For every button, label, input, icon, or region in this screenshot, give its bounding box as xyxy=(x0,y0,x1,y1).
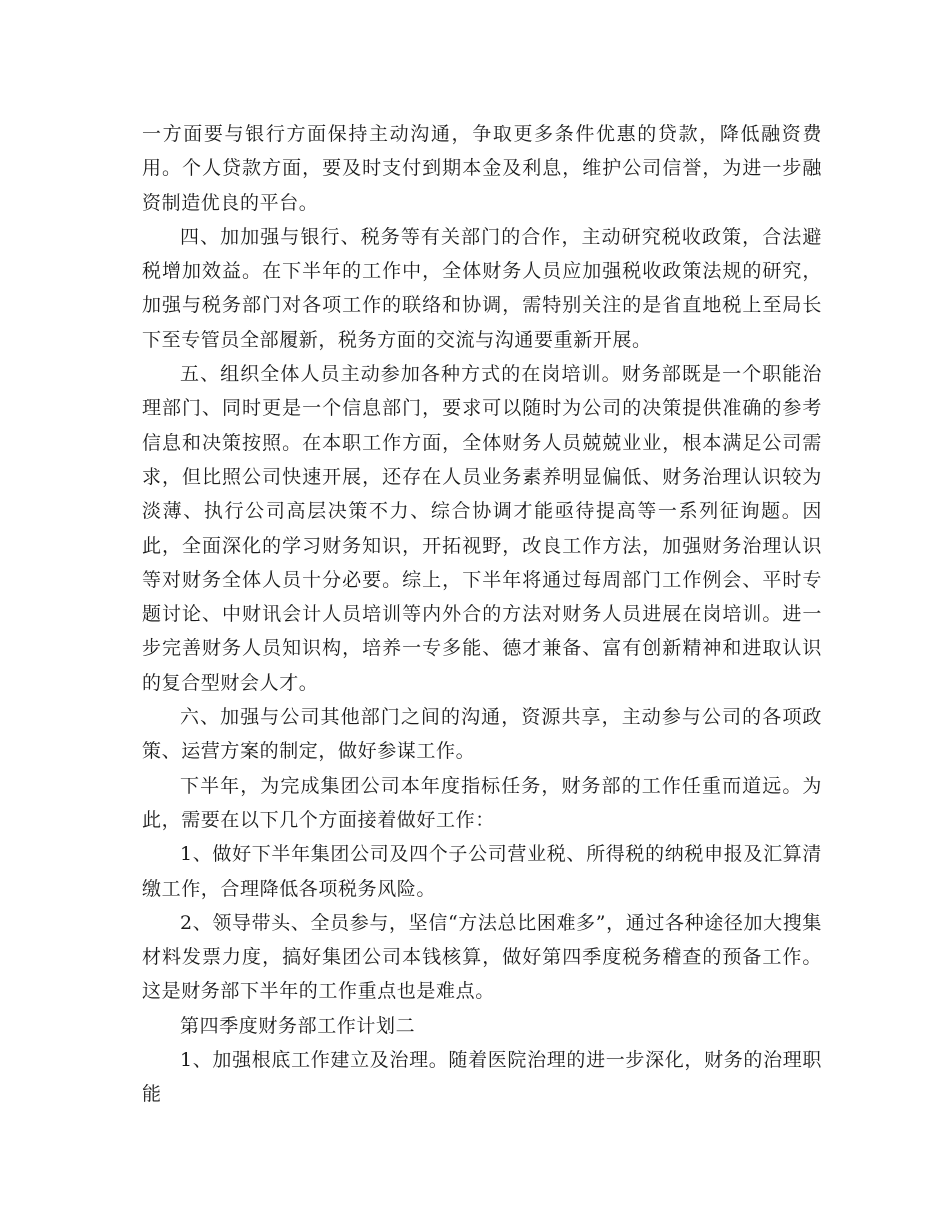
paragraph-1: 一方面要与银行方面保持主动沟通，争取更多条件优惠的贷款，降低融资费用。个人贷款方面，要及时支付到期本金及利息，维护公司信誉，为进一步融资制造优良的平台。 xyxy=(142,123,822,214)
paragraph-2: 四、加加强与银行、税务等有关部门的合作，主动研究税收政策，合法避税增加效益。在下半年的工作中，全体财务人员应加强税收政策法规的研究，加强与税务部门对各项工作的联络和协调，需特别关注的是省直地税上至局长下至专管员全部履新，税务方面的交流与沟通要重新开展。 xyxy=(142,225,822,351)
paragraph-8: 1、加强根底工作建立及治理。随着医院治理的进一步深化，财务的治理职能 xyxy=(142,1049,822,1106)
paragraph-6: 1、做好下半年集团公司及四个子公司营业税、所得税的纳税申报及汇算清缴工作，合理降低各项税务风险。 xyxy=(142,843,822,900)
paragraph-7: 2、领导带头、全员参与，坚信“方法总比困难多”，通过各种途径加大搜集材料发票力度，搞好集团公司本钱核算，做好第四季度税务稽查的预备工作。这是财务部下半年的工作重点也是难点。 xyxy=(142,911,822,1003)
paragraph-3: 五、组织全体人员主动参加各种方式的在岗培训。财务部既是一个职能治理部门、同时更是一个信息部门，要求可以随时为公司的决策提供准确的参考信息和决策按照。在本职工作方面，全体财务人员兢兢业业，根本满足公司需求，但比照公司快速开展，还存在人员业务素养明显偏低、财务治理认识较为淡薄、执行公司高层决策不力、综合协调才能亟待提高等一系列征询题。因此，全面深化的学习财务知识，开拓视野，改良工作方法，加强财务治理认识等对财务全体人员十分必要。综上，下半年将通过每周部门工作例会、平时专题讨论、中财讯会计人员培训等内外合的方法对财务人员进展在岗培训。进一步完善财务人员知识构，培养一专多能、德才兼备、富有创新精神和进取认识的复合型财会人才。 xyxy=(142,363,822,694)
document-body xyxy=(142,117,822,1112)
paragraph-5: 下半年，为完成集团公司本年度指标任务，财务部的工作任重而道远。为此，需要在以下几个方面接着做好工作： xyxy=(142,774,822,831)
paragraph-4: 六、加强与公司其他部门之间的沟通，资源共享，主动参与公司的各项政策、运营方案的制定，做好参谋工作。 xyxy=(142,706,822,763)
section-heading: 第四季度财务部工作计划二 xyxy=(180,1014,416,1037)
